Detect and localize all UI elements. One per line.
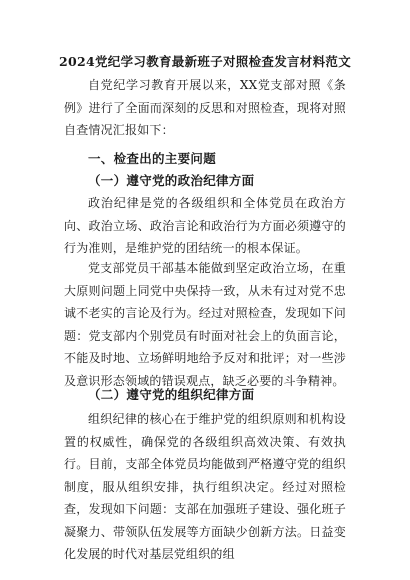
subsection-heading-political-discipline: （一）遵守党的政治纪律方面 (88, 173, 255, 188)
intro-paragraph: 自党纪学习教育开展以来，XX党支部对照《条例》进行了全面而深刻的反思和对照检查，现将对照自查情况汇报如下： (64, 78, 346, 137)
document-title: 2024党纪学习教育最新班子对照检查发言材料范文 (59, 54, 351, 69)
organizational-discipline-paragraph: 组织纪律的核心在于维护党的组织原则和机构设置的权威性，确保党的各级组织高效决策、有效执行。目前，支部全体党员均能做到严格遵守党的组织制度，服从组织安排，执行组织决定。经过对照检查，发现如下问题：支部在加强班子建设、强化班子凝聚力、带领队伍发展等方面缺少创新方法。日益变化发展的时代对基层党组织的组 (64, 412, 346, 561)
subsection-heading-organizational-discipline: （二）遵守党的组织纪律方面 (88, 387, 255, 402)
section-heading-main-problems: 一、检查出的主要问题 (88, 151, 217, 166)
political-discipline-definition: 政治纪律是党的各级组织和全体党员在政治方向、政治立场、政治言论和政治行为方面必须遵守的行为准则，是维护党的团结统一的根本保证。 (64, 196, 346, 255)
political-discipline-findings: 党支部党员干部基本能做到坚定政治立场，在重大原则问题上同党中央保持一致，从未有过对党不忠诚不老实的言论及行为。经过对照检查，发现如下问题：党支部内个别党员有时面对社会上的负面言论，不能及时地、立场鲜明地给予反对和批评；对一些涉及意识形态领域的错误观点，缺乏必要的斗争精神。 (64, 261, 346, 388)
